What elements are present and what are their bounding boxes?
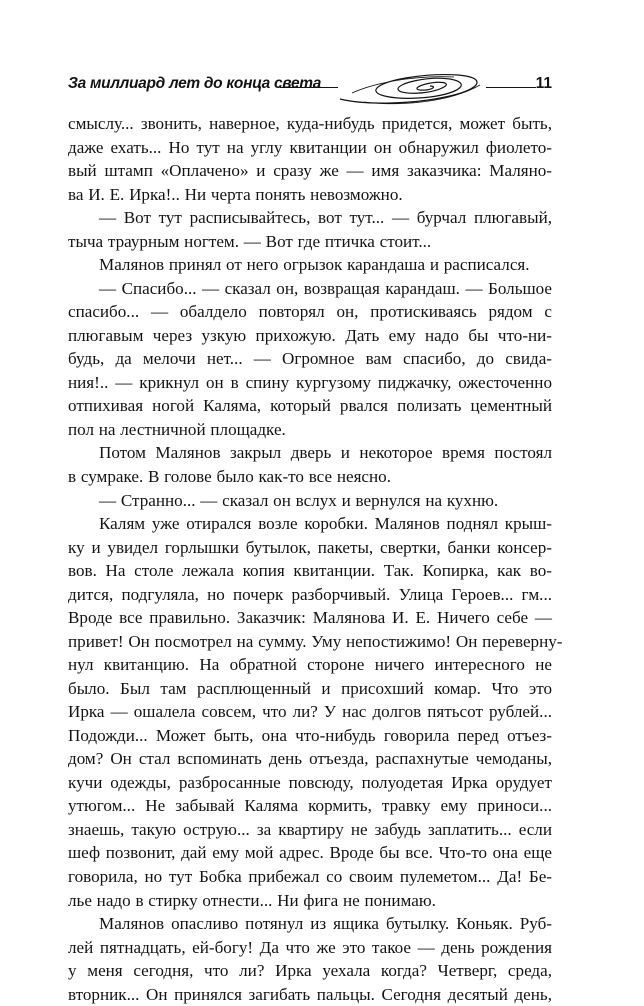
text-line: ва И. Е. Ирка!.. Ни черта понять невозможно. bbox=[68, 184, 403, 204]
text-line: в сумраке. В голове было как-то все неясно. bbox=[68, 466, 391, 486]
text-line: шеф позвонит, дай ему мой адрес. Вроде бы все. Что-то она еще bbox=[68, 843, 552, 863]
text-line: вый штамп «Оплачено» и сразу же — имя заказчика: Малянo- bbox=[68, 161, 552, 181]
header-rule-right bbox=[486, 87, 536, 88]
text-line: — Спасибо... — сказал он, возвращая карандаш. — Большое bbox=[99, 278, 552, 298]
text-line: ния!.. — крикнул он в спину кургузому пиджачку, ожесточенно bbox=[68, 372, 552, 392]
text-line: у меня сегодня, что ли? Ирка уехала когда? Четверг, среда, bbox=[68, 961, 552, 981]
text-line: будь, да мелочи нет... — Огромное вам спасибо, до свида- bbox=[68, 349, 552, 369]
text-line: знаешь, такую острую... за квартиру не забудь заплатить... если bbox=[68, 819, 552, 839]
text-line: Малянов опасливо потянул из ящика бутылку. Коньяк. Руб- bbox=[99, 914, 552, 934]
text-line: дом? Он стал вспоминать день отъезда, распахнутые чемоданы, bbox=[68, 749, 552, 769]
text-line: вов. На столе лежала копия квитанции. Так. Копирка, как во- bbox=[68, 561, 552, 581]
text-line: Калям уже отирался возле коробки. Малянов поднял крыш- bbox=[99, 514, 552, 534]
text-line: пол на лестничной площадке. bbox=[68, 419, 286, 439]
text-line: смыслу... звонить, наверное, куда-нибудь придется, может быть, bbox=[68, 114, 552, 133]
page-number: 11 bbox=[535, 75, 552, 92]
text-line: Подожди... Может быть, она что-нибудь говорила перед отъез- bbox=[68, 725, 552, 745]
text-line: утюгом... Не забывай Каляма кормить, травку ему приноси... bbox=[68, 796, 552, 816]
text-line: дится, подгуляла, но почерк разборчивый. Улица Героев... гм... bbox=[68, 584, 552, 604]
text-line: плюгавым через узкую прихожую. Дать ему надо бы что-ни- bbox=[68, 325, 552, 345]
running-header bbox=[68, 71, 552, 107]
spiral-galaxy-icon bbox=[334, 71, 492, 107]
text-line: — Странно... — сказал он вслух и вернулся на кухню. bbox=[99, 490, 499, 510]
text-line: Вроде все правильно. Заказчик: Малянова И. Е. Ничего себе — bbox=[68, 608, 552, 628]
text-line: лей пятнадцать, ей-богу! Да что же это такое — день рождения bbox=[68, 937, 552, 957]
text-line: — Вот тут расписывайтесь, вот тут... — бурчал плюгавый, bbox=[99, 208, 552, 228]
text-line: ку и увидел горлышки бутылок, пакеты, свертки, банки консер- bbox=[68, 537, 552, 557]
text-line: спасибо... — обалдело повторял он, протискиваясь рядом с bbox=[68, 302, 552, 322]
text-line: вторник... Он принялся загибать пальцы. Сегодня десятый день, bbox=[68, 984, 552, 1004]
text-line: даже ехать... Но тут на углу квитанции он обнаружил фиолето- bbox=[68, 137, 552, 157]
text-line: Ирка — ошалела совсем, что ли? У нас долгов пятьсот рублей... bbox=[68, 702, 552, 722]
text-line: отпихивая ногой Каляма, который рвался полизать цементный bbox=[68, 396, 552, 416]
text-line: привет! Он посмотрел на сумму. Уму непостижимо! Он переверну- bbox=[68, 631, 563, 651]
text-line: лье надо в стирку отнести... Ни фига не понимаю. bbox=[68, 890, 436, 910]
text-line: Потом Малянов закрыл дверь и некоторое время постоял bbox=[99, 443, 552, 463]
text-line: тыча траурным ногтем. — Вот где птичка стоит... bbox=[68, 231, 432, 251]
text-line: было. Был там расплющенный и присохший комар. Что это bbox=[68, 678, 552, 698]
running-title: За миллиард лет до конца света bbox=[68, 75, 322, 92]
text-line: нул квитанцию. На обратной стороне ничего интересного не bbox=[68, 655, 552, 675]
text-line: говорила, но тут Бобка прибежал со своим пулеметом... Да! Бе- bbox=[68, 867, 552, 886]
text-line: Малянов принял от него огрызок карандаша и расписался. bbox=[99, 255, 530, 275]
text-line: кучи одежды, разбросанные повсюду, полуодетая Ирка орудует bbox=[68, 772, 552, 792]
body-text bbox=[68, 112, 563, 1006]
header-rule-left bbox=[280, 87, 338, 88]
